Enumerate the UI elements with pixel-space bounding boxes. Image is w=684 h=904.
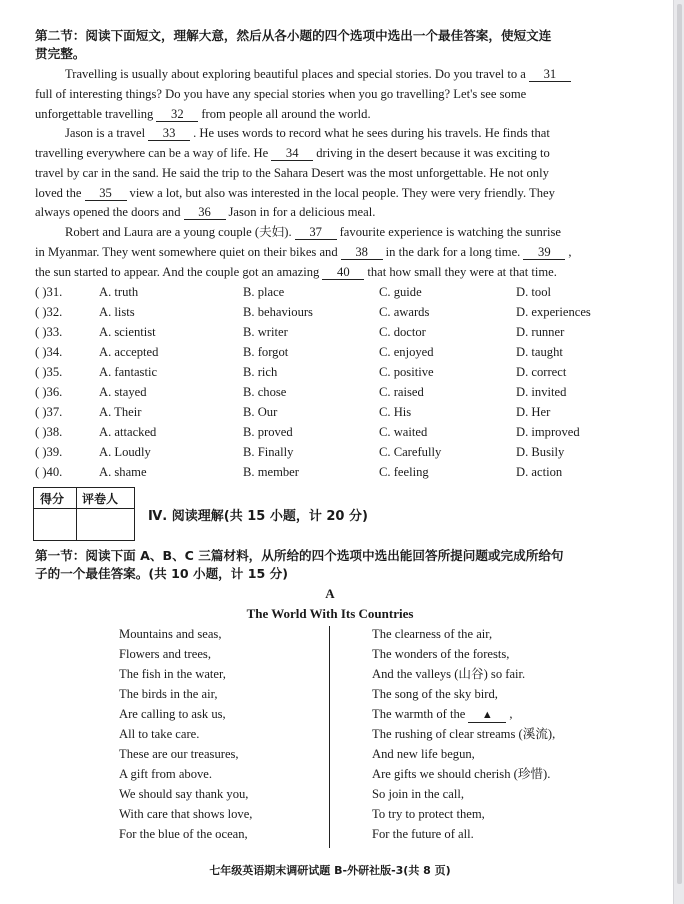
poem-line — [372, 686, 498, 702]
passage-text: . He uses words to record what he sees during his travels. He finds that — [193, 126, 550, 140]
option-b: B. behaviours — [243, 305, 313, 319]
option-b: B. chose — [243, 385, 287, 399]
poem-line: Mountains and seas, — [119, 627, 222, 641]
blank-37: 37 — [295, 226, 337, 240]
option-a: A. truth — [99, 285, 139, 299]
option-d: D. correct — [516, 365, 567, 379]
option-d: D. Her — [516, 405, 551, 419]
blank-36: 36 — [184, 206, 226, 220]
passage-text: always opened the doors and — [35, 205, 181, 219]
poem-line — [372, 806, 485, 822]
passage-text: Travelling is usually about exploring beautiful places and special stories. Do you travel to a — [65, 67, 526, 81]
option-c: C. guide — [379, 285, 422, 299]
passage-text: favourite experience is watching the sunrise — [339, 225, 561, 239]
blank-38: 38 — [341, 246, 383, 260]
passage-letter: A — [325, 586, 335, 601]
option-c: C. positive — [379, 365, 434, 379]
passage-text: that how small they were at that time. — [367, 265, 557, 279]
poem-line: All to take care. — [119, 727, 200, 741]
poem-text: The rushing of clear streams (溪流), — [372, 727, 556, 741]
section2-heading: 第二节：阅读下面短文，理解大意，然后从各小题的四个选项中选出一个最佳答案，使短文连 — [35, 28, 552, 43]
poem-line — [372, 746, 475, 762]
option-c: C. His — [379, 405, 412, 419]
option-c: C. feeling — [379, 465, 429, 479]
option-a: A. lists — [99, 305, 135, 319]
poem-line: A gift from above. — [119, 767, 213, 781]
passage-text: , — [568, 245, 572, 259]
scrollbar-thumb[interactable] — [677, 4, 682, 884]
option-d: D. action — [516, 465, 563, 479]
option-b: B. proved — [243, 425, 293, 439]
section1-heading: 第一节：阅读下面 A、B、C 三篇材料，从所给的四个选项中选出能回答所提问题或完成所给句 — [35, 548, 564, 563]
poem-line — [372, 766, 550, 782]
option-d: D. tool — [516, 285, 551, 299]
option-a: A. Loudly — [99, 445, 151, 459]
poem-text: To try to protect them, — [372, 807, 485, 821]
passage-text: full of interesting things? Do you have any special stories when you go travelling? Let's see some — [35, 87, 527, 101]
poem-line — [372, 786, 464, 802]
score-box — [33, 487, 135, 541]
poem-title: The World With Its Countries — [246, 606, 414, 621]
option-a: A. stayed — [99, 385, 147, 399]
score-label: 得分 — [40, 492, 65, 506]
blank-32: 32 — [156, 108, 198, 122]
question-number: ( )35. — [35, 365, 63, 379]
option-b: B. rich — [243, 365, 278, 379]
poem-line — [372, 726, 555, 742]
passage-line — [35, 86, 625, 102]
option-b: B. forgot — [243, 345, 289, 359]
poem-line: These are our treasures, — [119, 747, 239, 761]
passage-line — [35, 106, 625, 122]
question-number: ( )38. — [35, 425, 63, 439]
poem-text: The wonders of the forests, — [372, 647, 510, 661]
passage-text: travel by car in the sand. He said the trip to the Sahara Desert was the most unforgettable. He not only — [35, 166, 549, 180]
passage-text: travelling everywhere can be a way of life. He — [35, 146, 269, 160]
page-footer: 七年级英语期末调研试题 B-外研社版-3(共 8 页) — [209, 864, 451, 877]
passage-line — [35, 165, 625, 181]
part4-title: Ⅳ. 阅读理解(共 15 小题，计 20 分) — [148, 509, 368, 524]
poem-line: For the blue of the ocean, — [119, 827, 248, 841]
option-d: D. runner — [516, 325, 565, 339]
poem-text: The song of the sky bird, — [372, 687, 498, 701]
question-number: ( )31. — [35, 285, 63, 299]
section2-heading-cont: 贯完整。 — [35, 46, 86, 61]
passage-line — [35, 264, 625, 280]
passage-text: driving in the desert because it was exciting to — [316, 146, 550, 160]
poem-line — [372, 706, 513, 723]
question-number: ( )36. — [35, 385, 63, 399]
option-c: C. raised — [379, 385, 424, 399]
poem-blank: ▲ — [468, 709, 506, 723]
poem-text: For the future of all. — [372, 827, 474, 841]
passage-text: loved the — [35, 186, 82, 200]
question-number: ( )40. — [35, 465, 63, 479]
poem-line: The fish in the water, — [119, 667, 226, 681]
option-a: A. fantastic — [99, 365, 158, 379]
option-d: D. invited — [516, 385, 567, 399]
poem-text: The clearness of the air, — [372, 627, 493, 641]
passage-text: in Myanmar. They went somewhere quiet on their bikes and — [35, 245, 338, 259]
option-d: D. Busily — [516, 445, 565, 459]
blank-33: 33 — [148, 127, 190, 141]
poem-line: We should say thank you, — [119, 787, 249, 801]
passage-text: Jason is a travel — [65, 126, 146, 140]
option-d: D. taught — [516, 345, 563, 359]
option-c: C. Carefully — [379, 445, 442, 459]
option-a: A. shame — [99, 465, 147, 479]
passage-text: unforgettable travelling — [35, 107, 154, 121]
option-a: A. accepted — [99, 345, 159, 359]
poem-text: The warmth of the — [372, 707, 466, 721]
option-b: B. member — [243, 465, 299, 479]
poem-line — [372, 626, 492, 642]
passage-text: in the dark for a long time. — [385, 245, 521, 259]
poem-line — [372, 666, 525, 682]
option-d: D. improved — [516, 425, 580, 439]
passage-text: from people all around the world. — [201, 107, 371, 121]
passage-line — [35, 125, 655, 141]
blank-31: 31 — [529, 68, 571, 82]
question-number: ( )37. — [35, 405, 63, 419]
question-number: ( )39. — [35, 445, 63, 459]
option-c: C. waited — [379, 425, 428, 439]
poem-line — [372, 646, 509, 662]
poem-text: And the valleys (山谷) so fair. — [372, 667, 526, 681]
passage-line — [35, 185, 625, 201]
option-b: B. Our — [243, 405, 278, 419]
passage-line — [35, 224, 655, 240]
question-number: ( )33. — [35, 325, 63, 339]
passage-text: the sun started to appear. And the couple got an amazing — [35, 265, 320, 279]
option-a: A. scientist — [99, 325, 156, 339]
option-c: C. doctor — [379, 325, 426, 339]
poem-line: Flowers and trees, — [119, 647, 211, 661]
passage-line — [35, 66, 655, 82]
grader-label: 评卷人 — [82, 492, 119, 506]
poem-text: Are gifts we should cherish (珍惜). — [372, 767, 551, 781]
option-a: A. Their — [99, 405, 142, 419]
poem-line: With care that shows love, — [119, 807, 253, 821]
option-b: B. place — [243, 285, 285, 299]
poem-text: And new life begun, — [372, 747, 475, 761]
poem-text: , — [509, 707, 513, 721]
passage-text: Robert and Laura are a young couple (夫妇). — [65, 225, 292, 239]
poem-line: The birds in the air, — [119, 687, 218, 701]
option-c: C. enjoyed — [379, 345, 434, 359]
option-b: B. Finally — [243, 445, 294, 459]
section1-heading-cont: 子的一个最佳答案。(共 10 小题，计 15 分) — [35, 566, 289, 581]
option-a: A. attacked — [99, 425, 157, 439]
scrollbar[interactable] — [673, 0, 684, 904]
passage-line — [35, 204, 625, 220]
option-c: C. awards — [379, 305, 430, 319]
blank-35: 35 — [85, 187, 127, 201]
poem-line: Are calling to ask us, — [119, 707, 226, 721]
blank-40: 40 — [322, 266, 364, 280]
option-b: B. writer — [243, 325, 288, 339]
blank-34: 34 — [271, 147, 313, 161]
option-d: D. experiences — [516, 305, 591, 319]
passage-line — [35, 145, 625, 161]
passage-line — [35, 244, 625, 260]
question-number: ( )32. — [35, 305, 63, 319]
passage-text: Jason in for a delicious meal. — [228, 205, 376, 219]
blank-39: 39 — [523, 246, 565, 260]
passage-text: view a lot, but also was interested in the local people. They were very friendly. They — [129, 186, 555, 200]
question-number: ( )34. — [35, 345, 63, 359]
poem-divider — [329, 626, 330, 848]
poem-text: So join in the call, — [372, 787, 464, 801]
poem-line — [372, 826, 474, 842]
